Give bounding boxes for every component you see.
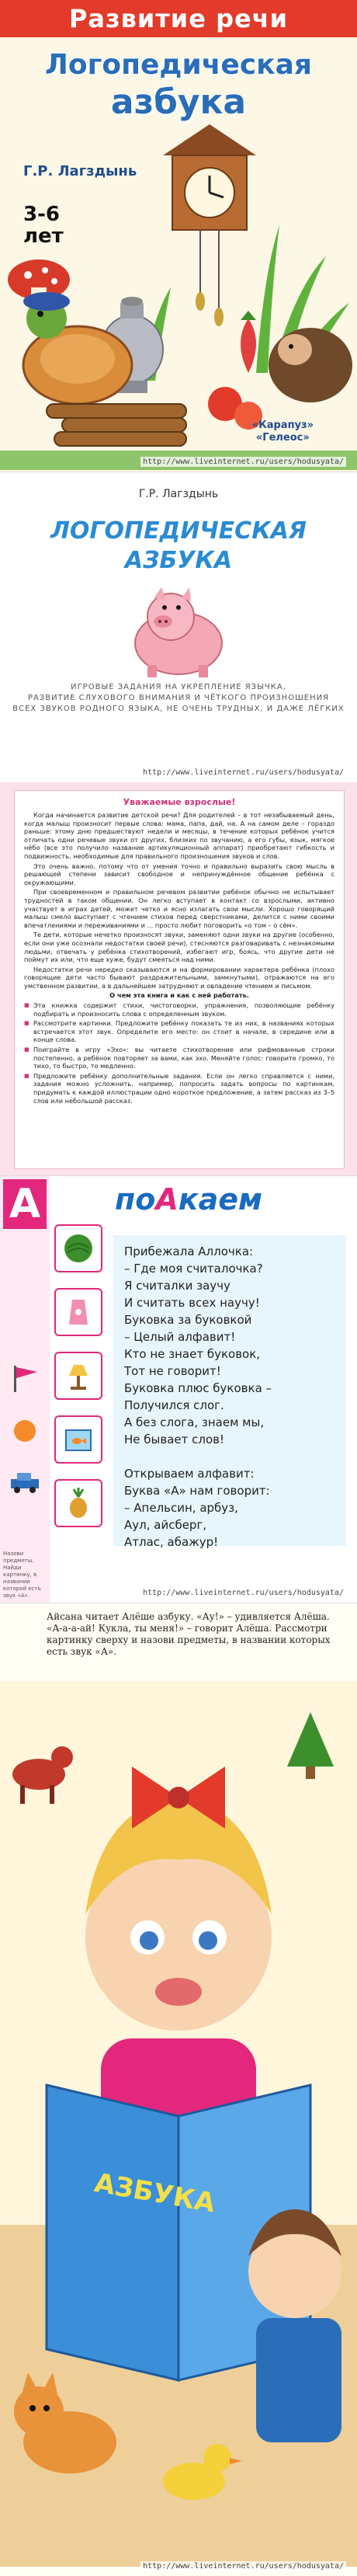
cover-author: Г.Р. Лагздынь — [23, 163, 137, 179]
illustration-page — [0, 1603, 357, 2576]
preface-paragraph: Когда начинается развитие детской речи? Для родителей – в тот незабываемый день, когда малыш произносит первые слова: мама, папа, дай, на. А на самом деле – гораздо раньше: этому дню предшествуют недели и месяцы, в течение которых ребёнок учится отличать одни речевые звуки от других, близких по звучанию, а его губы, язык, мягкое нёбо (все это получило название артикуляционный аппарат) приобретают гибкость и подвижность, необходимые для правильного произношения звуков и слов. — [24, 811, 334, 860]
cover-title — [0, 48, 357, 123]
heading-suffix: каем — [178, 1182, 263, 1217]
lamp-icon — [61, 1359, 95, 1393]
preface-bullet: ■ Предложите ребёнку дополнительные задания. Если он легко справляется с ними, задания можно усложнить, например, попросить задать вопросы по картинкам, придумать к каждой иллюстрации одно короткое предложение, а затем рассказ из 3–5 слов или небольшой рассказ. — [24, 1072, 334, 1105]
preface-subheading: О чем эта книга и как с ней работать. — [109, 991, 249, 1000]
title-page-title-2: АЗБУКА — [124, 547, 233, 574]
apron-icon — [61, 1295, 95, 1329]
strawberry-icon — [241, 311, 256, 373]
source-url: http://www.liveinternet.ru/users/hodusyata/ — [140, 457, 346, 467]
poem-line: И считать всех научу! — [124, 1296, 260, 1310]
poem-line: Я считалки заучу — [124, 1279, 230, 1293]
source-url: http://www.liveinternet.ru/users/hodusyata/ — [140, 1588, 346, 1598]
picture-card — [54, 1288, 102, 1336]
poem-line: Не бывает слов! — [124, 1432, 225, 1446]
logs-icon — [47, 404, 186, 446]
preface-paragraph: При своевременном и правильном речевом развитии ребёнок обычно не испытывает трудностей в таком общении. Он легко вступает в контакт со взрослыми, активно участвует в играх детей, может четко и ясно излагать свои мысли. Хорошо говорящий малыш смело выступает с чтением стихов перед сверстниками, делится с ними своими впечатлениями и переживаниями и ... просто любит поговорить «о том – о сём». — [24, 888, 334, 929]
poem-line: Открываем алфавит: — [124, 1467, 255, 1481]
preface-bullet: ■ Поиграйте в игру «Эхо»: вы читаете стихотворение или рифмованные строки постепенно, а ребёнок повторяет за вами, как эхо. Меняйте голос: говорите громко, то тихо, то быстро, то медленно. — [24, 1046, 334, 1070]
subtitle-line-1: ИГРОВЫЕ ЗАДАНИЯ НА УКРЕПЛЕНИЕ ЯЗЫЧКА, — [71, 683, 286, 691]
subtitle-line-3: ВСЕХ ЗВУКОВ РОДНОГО ЯЗЫКА, НЕ ОЧЕНЬ ТРУДНЫХ, И ДАЖЕ ЛЁГКИХ — [12, 705, 345, 713]
cuckoo-clock-icon — [163, 124, 256, 326]
cover-illustration — [0, 117, 357, 470]
poem-line: Буковка за буковкой — [124, 1313, 252, 1327]
heading-letter: А — [155, 1182, 178, 1217]
cover-age-word: лет — [23, 225, 64, 248]
poem-line: – Где моя считалочка? — [124, 1262, 263, 1276]
preface-body — [24, 811, 334, 1106]
turtle-icon — [23, 292, 132, 404]
orange-icon — [8, 1414, 42, 1445]
preface-page — [0, 782, 357, 1175]
picture-column — [54, 1224, 101, 1543]
poem-line: Тот не говорит! — [124, 1364, 221, 1378]
cover-page — [0, 0, 357, 472]
flag-icon — [8, 1363, 42, 1394]
cover-age-number: 3-6 — [23, 203, 60, 226]
preface-heading: Уважаемые взрослые! — [123, 797, 236, 807]
cover-publisher — [252, 419, 314, 444]
pig-icon — [135, 587, 222, 677]
preface-bullet: ■ Эта книжка содержит стихи, чистоговорки, упражнения, позволяющие ребёнку подбирать и произносить слова с определенным звуком. — [24, 1001, 334, 1018]
illustration-caption: Айсана читает Алёше азбуку. «Ау!» – удивляется Алёша. «А-а-а-ай! Кукла, ты меня!» – говорит Алёша. Рассмотри картинку сверху и назови предметы, в названии которых есть звук «А». — [47, 1611, 331, 1657]
poem-line: Буковка плюс буковка – — [124, 1381, 272, 1395]
letter-a-heading — [115, 1182, 262, 1217]
pineapple-icon — [61, 1486, 95, 1520]
letter-a-note: Назови предметы. Найди картинку, в названии которой есть звук «А». — [3, 1551, 41, 1599]
poem-line: – Апельсин, арбуз, — [124, 1501, 238, 1515]
boy-icon — [248, 2209, 341, 2442]
pig-illustration — [116, 581, 241, 682]
preface-paragraph: Те дети, которые нечетко произносят звуки, заменяют одни звуки на другие (особенно, если они уже осознали недостатки своей речи), стесняются разговаривать с незнакомыми людьми, отвечать у ребёнка стихотворений, избегают игр, боясь, что другие дети не поймут их или, что еще хуже, будут смеяться над ними. — [24, 931, 334, 964]
poem-box — [113, 1235, 346, 1549]
preface-paragraph: Недостатки речи нередко сказываются и на формировании характера ребёнка (плохо говорящие дети часто бывают раздражительными, замкнутыми), отражаются на его умственном развитии, а в дальнейшем затрудняют и овладение чтением и письмом. — [24, 965, 334, 990]
poem-line: Получился слог. — [124, 1398, 224, 1412]
poem-line: Аул, айсберг, — [124, 1518, 207, 1532]
reading-children-illustration — [0, 1681, 357, 2567]
watermelon-icon — [61, 1231, 95, 1265]
letter-a-tile: А — [3, 1179, 47, 1229]
title-page — [0, 472, 357, 782]
poem-line: Кто не знает буковок, — [124, 1347, 261, 1361]
subtitle-line-2: РАЗВИТИЕ СЛУХОВОГО ВНИМАНИЯ И ЧЁТКОГО ПРОИЗНОШЕНИЯ — [27, 694, 330, 702]
book-label: АЗБУКА — [92, 2167, 218, 2219]
preface-bullet: ■ Рассмотрите картинки. Предложите ребёнку показать те из них, в названиях которых встречается этот звук. Определите его место: он стоит в начале, в середине или в конце слова. — [24, 1019, 334, 1044]
letter-a-page — [0, 1175, 357, 1603]
sidebar-pictures — [8, 1363, 45, 1516]
picture-card — [54, 1352, 102, 1400]
hedgehog-icon — [269, 328, 352, 402]
cover-banner: Развитие речи — [0, 0, 357, 37]
poem-line: – Целый алфавит! — [124, 1330, 236, 1344]
picture-card — [54, 1224, 102, 1272]
poem-line: А без слога, знаем мы, — [124, 1415, 265, 1429]
source-url: http://www.liveinternet.ru/users/hodusyata/ — [140, 768, 346, 778]
preface-frame — [14, 790, 345, 1169]
poem-line: Атлас, абажур! — [124, 1535, 219, 1549]
heading-prefix: по — [115, 1182, 156, 1217]
car-icon — [8, 1465, 42, 1496]
source-url: http://www.liveinternet.ru/users/hodusyata/ — [140, 2561, 346, 2571]
poem-line: Прибежала Аллочка: — [124, 1244, 254, 1258]
cover-title-line2: азбука — [110, 82, 247, 122]
poem-line — [124, 1448, 335, 1465]
picture-card — [54, 1415, 102, 1464]
publisher-name-2: «Гелеос» — [255, 432, 310, 444]
title-page-title-1: ЛОГОПЕДИЧЕСКАЯ — [50, 517, 307, 545]
title-page-author: Г.Р. Лагздынь — [138, 488, 219, 500]
preface-paragraph: Это очень важно, потому что от умения точно и правильно выразить свою мысль в решающей степени зависит свободное и непринуждённое общение ребёнка с окружающими. — [24, 862, 334, 886]
aquarium-icon — [61, 1422, 95, 1457]
publisher-name-1: «Карапуз» — [251, 419, 314, 431]
picture-card — [54, 1479, 102, 1527]
cover-title-line1: Логопедическая — [44, 49, 313, 81]
poem-line: Буква «А» нам говорит: — [124, 1484, 270, 1498]
title-page-subtitle — [0, 682, 357, 715]
